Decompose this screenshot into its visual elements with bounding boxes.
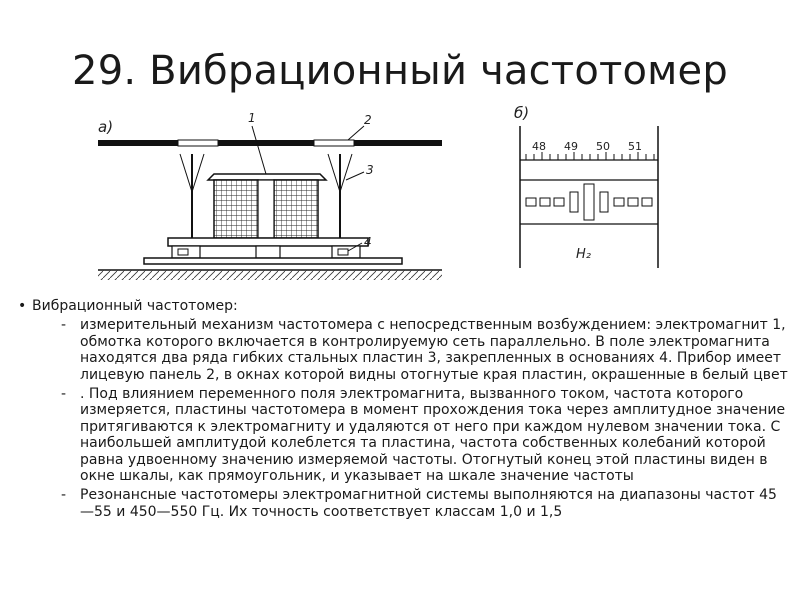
unit-label: Н₂: [576, 247, 591, 262]
bullet-symbol: •: [18, 298, 27, 314]
figure-b-scale: [508, 104, 664, 276]
scale-tick-51: 51: [628, 140, 642, 153]
scale-tick-50: 50: [596, 140, 610, 153]
figure-a-diagram: [96, 110, 448, 286]
list-item: [18, 487, 788, 520]
scale-tick-48: 48: [532, 140, 546, 153]
list-item: [18, 386, 788, 484]
list-item-text: . Под влиянием переменного поля электромагнита, вызванного током, частота которого измеряется, пластины частотомера в момент прохождения тока через амплитудное значение притягиваются к электромагниту и удаляются от него при каждом нулевом значении тока. С наибольшей амплитудой колеблется та пластина, частота собственных колебаний которой равна удвоенному значению измеряемой частоты. Отогнутый конец этой пластины виден в окне шкалы, как прямоугольник, и указывает на шкале значение частоты: [80, 386, 786, 485]
callout-4: 4: [364, 235, 372, 249]
dash-symbol: -: [61, 386, 67, 403]
bullet-main-text: Вибрационный частотомер:: [32, 298, 238, 314]
dash-symbol: -: [61, 317, 67, 334]
list-item: [18, 317, 788, 383]
bullet-main: [18, 298, 788, 314]
slide-title: 29. Вибрационный частотомер: [72, 48, 728, 94]
dash-symbol: -: [61, 487, 67, 504]
body-text: [18, 298, 788, 523]
panel-b-label: б): [514, 104, 530, 122]
callout-3: 3: [366, 163, 374, 177]
list-item-text: Резонансные частотомеры электромагнитной системы выполняются на диапазоны частот 45—55 и 450—550 Гц. Их точность соответствует классам 1,0 и 1,5: [80, 487, 777, 520]
callout-2: 2: [364, 113, 372, 127]
panel-a-label: а): [98, 118, 114, 136]
scale-tick-49: 49: [564, 140, 578, 153]
list-item-text: измерительный механизм частотомера с непосредственным возбуждением: электромагнит 1, обмотка которого включается в контролируемую сеть параллельно. В поле электромагнита находятся два ряда гибких стальных пластин 3, закрепленных в основаниях 4. Прибор имеет лицевую панель 2, в окнах которой видны отогнутые края пластин, окрашенные в белый цвет: [80, 317, 788, 383]
callout-1: 1: [248, 111, 256, 125]
